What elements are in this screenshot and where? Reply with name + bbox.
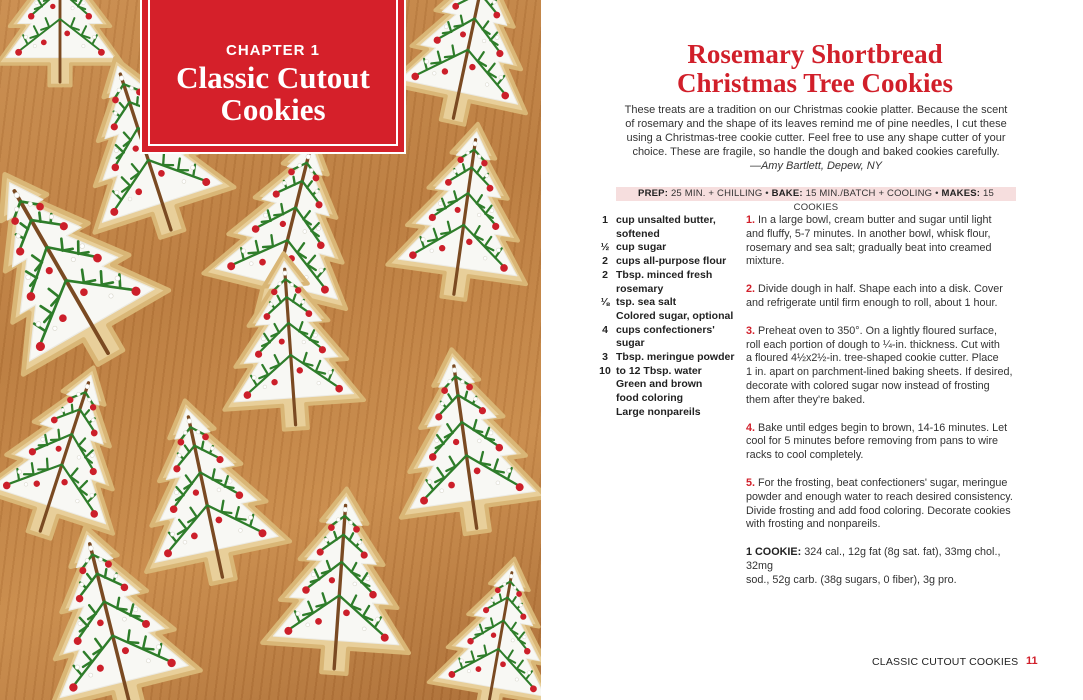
chapter-banner — [140, 0, 406, 154]
tree-cookie — [379, 339, 541, 542]
bullet-separator: • — [765, 188, 769, 199]
bullet-separator: • — [935, 188, 939, 199]
ingredient-qty: ⅛ — [600, 296, 610, 309]
ingredient-qty — [594, 228, 616, 242]
ingredient-text: Tbsp. meringue powder — [616, 351, 735, 364]
ingredient-text: tsp. sea salt — [616, 296, 677, 309]
prep-value: 25 MIN. + CHILLING — [670, 188, 763, 199]
ingredient-row — [594, 337, 744, 351]
chapter-title — [142, 62, 404, 126]
footer-section-title: CLASSIC CUTOUT COOKIES — [872, 656, 1019, 668]
step-line: decorate with colored sugar now instead of frosting — [746, 379, 990, 392]
ingredient-row — [594, 296, 744, 310]
step-line: cool for 5 minutes before removing from pans to wire — [746, 435, 999, 448]
step-line: rosemary and sea salt; gradually beat into creamed — [746, 241, 992, 254]
nutrition-line: 324 cal., 12g fat (8g sat. fat), 33mg chol., 32mg — [746, 546, 1001, 572]
ingredient-row — [594, 378, 744, 392]
step-line: powder and enough water to reach desired consistency. — [746, 490, 1013, 503]
ingredient-row — [594, 283, 744, 297]
step-line: In a large bowl, cream butter and sugar until light — [758, 214, 992, 226]
ingredient-qty: ½ — [600, 241, 610, 254]
intro-line: using a Christmas-tree cookie cutter. Feel free to use any shape cutter of your — [626, 132, 1006, 144]
ingredient-qty: 2 — [602, 268, 608, 281]
ingredient-qty — [594, 337, 616, 351]
step-line: Preheat oven to 350°. On a lightly floured surface, — [758, 324, 998, 337]
step-number: 3. — [746, 324, 756, 337]
ingredient-qty: 2 — [602, 255, 608, 268]
chapter-label: CHAPTER 1 — [225, 42, 320, 59]
step-number: 5. — [746, 476, 756, 489]
intro-line: choice. These are fragile, so handle the dough and baked cookies carefully. — [632, 146, 1000, 158]
ingredient-row — [594, 324, 744, 338]
direction-step — [746, 477, 1030, 532]
ingredient-qty: 1 — [602, 214, 608, 226]
ingredient-text: food coloring — [616, 392, 684, 405]
ingredient-row — [594, 406, 744, 420]
tree-cookie — [0, 346, 160, 557]
ingredient-qty — [594, 283, 616, 297]
step-line: Divide dough in half. Shape each into a disk. Cover — [758, 283, 1003, 296]
step-line: racks to cool completely. — [746, 449, 864, 462]
ingredient-list — [594, 214, 744, 420]
step-number: 2. — [746, 283, 756, 296]
bake-label: BAKE: — [771, 188, 803, 199]
tree-cookie — [261, 484, 421, 679]
step-line: and fluffy, 5-7 minutes. In another bowl, whisk flour, — [746, 227, 991, 240]
tree-cookie — [425, 548, 541, 700]
ingredient-qty — [594, 310, 616, 324]
ingredient-text: rosemary — [616, 282, 664, 295]
ingredient-text: Green and brown — [616, 378, 703, 391]
makes-value: 15 COOKIES — [793, 188, 994, 213]
ingredient-qty — [594, 406, 616, 420]
step-line: mixture. — [746, 255, 785, 268]
ingredient-row — [594, 392, 744, 406]
directions — [746, 214, 1030, 588]
direction-step — [746, 283, 1030, 311]
chapter-title-line: Classic Cutout — [176, 60, 370, 95]
direction-step — [746, 214, 1030, 269]
page-number: 11 — [1026, 655, 1038, 667]
ingredient-qty: 4 — [602, 323, 608, 336]
recipe-title — [620, 40, 1010, 98]
tree-cookie — [384, 114, 541, 308]
ingredient-row — [594, 310, 744, 324]
ingredient-text: cups confectioners' — [616, 323, 715, 336]
ingredient-text: sugar — [616, 337, 645, 350]
ingredient-text: softened — [616, 227, 660, 240]
ingredient-text: cup sugar — [616, 241, 667, 254]
ingredient-text: to 12 Tbsp. water — [616, 364, 702, 377]
tree-cookie — [0, 0, 123, 86]
direction-step — [746, 422, 1030, 463]
nutrition-line: sod., 52g carb. (38g sugars, 0 fiber), 3g pro. — [746, 573, 957, 586]
nutrition-facts — [746, 546, 1030, 587]
step-line: 1 in. apart on parchment-lined baking sheets. If desired, — [746, 366, 1013, 379]
step-line: a floured 4½x2½-in. tree-shaped cookie cutter. Place — [746, 352, 999, 365]
ingredient-row — [594, 269, 744, 283]
chapter-title-line: Cookies — [220, 92, 326, 127]
ingredient-text: Large nonpareils — [616, 405, 701, 418]
step-line: Bake until edges begin to brown, 14-16 minutes. Let — [758, 421, 1008, 434]
step-line: For the frosting, beat confectioners' sugar, meringue — [758, 476, 1008, 489]
makes-label: MAKES: — [941, 188, 981, 199]
step-number: 4. — [746, 421, 756, 434]
ingredient-row — [594, 241, 744, 255]
recipe-attribution: —Amy Bartlett, Depew, NY — [749, 160, 883, 172]
direction-step — [746, 325, 1030, 408]
prep-label: PREP: — [638, 188, 669, 199]
ingredient-text: cups all-purpose flour — [616, 255, 727, 268]
ingredient-row — [594, 214, 744, 228]
step-number: 1. — [746, 214, 756, 226]
step-line: and refrigerate until firm enough to roll, about 1 hour. — [746, 296, 998, 309]
ingredient-text: Colored sugar, optional — [616, 309, 734, 322]
step-line: them after they're baked. — [746, 393, 866, 406]
tree-cookie — [384, 0, 541, 137]
step-line: roll each portion of dough to ¼-in. thickness. Cut with — [746, 338, 1000, 351]
ingredient-text: cup unsalted butter, — [616, 214, 716, 226]
ingredient-qty: 3 — [602, 351, 608, 364]
ingredient-row — [594, 365, 744, 379]
ingredient-row — [594, 228, 744, 242]
tree-cookie — [113, 385, 295, 596]
ingredient-text: Tbsp. minced fresh — [616, 268, 713, 281]
ingredient-qty — [594, 392, 616, 406]
intro-line: of rosemary and the shape of its leaves remind me of pine needles, I cut these — [625, 118, 1007, 130]
prep-info-bar — [616, 187, 1016, 213]
step-line: with frosting and nonpareils. — [746, 518, 881, 531]
ingredient-qty — [594, 378, 616, 392]
recipe-intro — [616, 103, 1016, 159]
recipe-title-line: Christmas Tree Cookies — [677, 68, 953, 98]
ingredient-qty: 10 — [599, 364, 611, 377]
bake-value: 15 MIN./BATCH + COOLING — [805, 188, 933, 199]
intro-line: These treats are a tradition on our Christmas cookie platter. Because the scent — [624, 104, 1008, 116]
step-line: Divide frosting and add food coloring. Decorate cookies — [746, 504, 1011, 517]
cookie-photo — [0, 0, 541, 700]
ingredient-row — [594, 255, 744, 269]
recipe-title-line: Rosemary Shortbread — [687, 39, 943, 69]
ingredient-row — [594, 351, 744, 365]
nutrition-label: 1 COOKIE: — [746, 546, 802, 559]
